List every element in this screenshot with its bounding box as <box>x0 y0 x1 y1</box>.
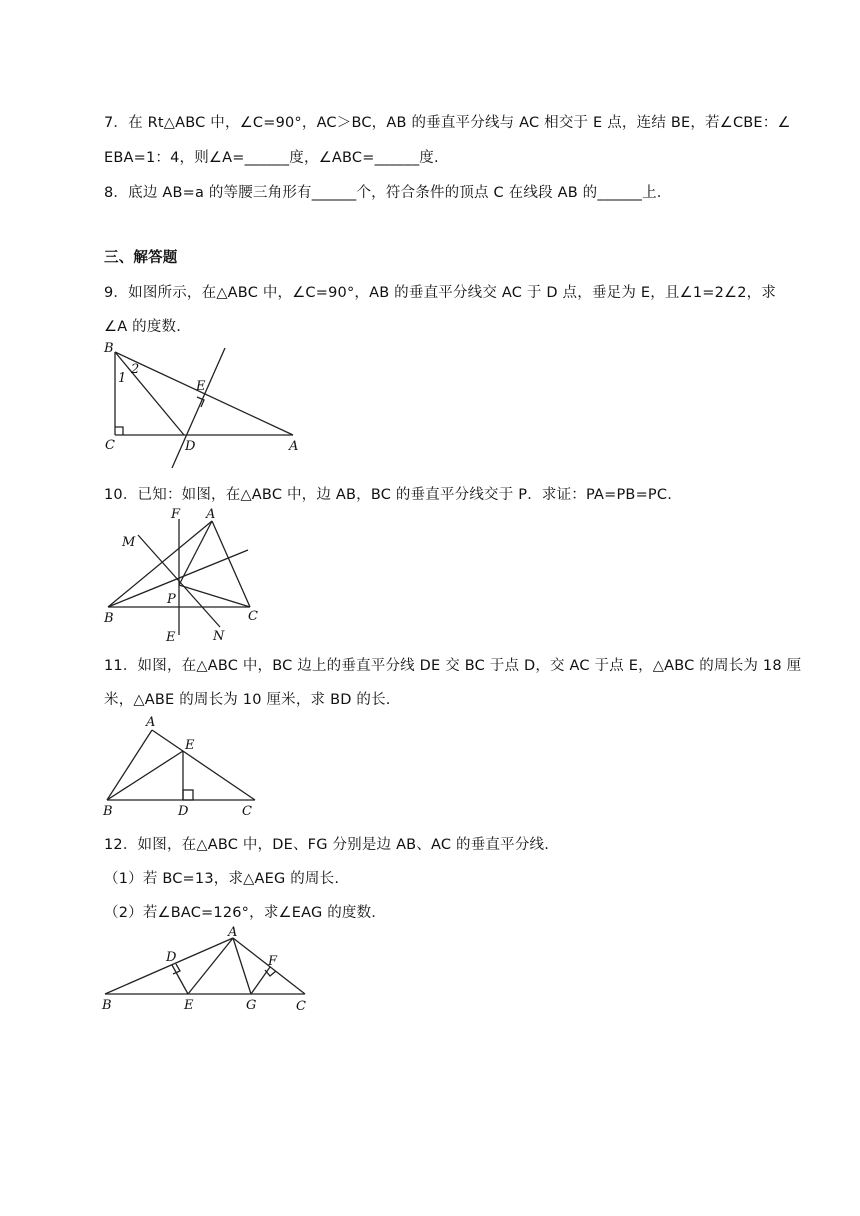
fig10-label-m: M <box>122 535 136 550</box>
fig11-label-e: E <box>185 738 195 753</box>
fig10-label-e: E <box>166 630 176 645</box>
fig10-label-a: A <box>206 507 216 522</box>
fig10-segment-bp <box>108 550 248 607</box>
fig12-side-ab <box>105 938 233 994</box>
fig11-label-d: D <box>178 804 189 819</box>
fig12-label-b: B <box>102 998 112 1013</box>
fig9-label-d: D <box>185 439 196 454</box>
section-heading: 三、解答题 <box>104 250 178 266</box>
fig11-label-a: A <box>146 715 156 730</box>
q12-line1: 12．如图，在△ABC 中，DE、FG 分别是边 AB、AC 的垂直平分线. <box>104 837 550 853</box>
fig12-label-f: F <box>268 954 278 969</box>
fig10-segment-pc <box>179 585 250 607</box>
fig11-right-angle-d <box>183 790 193 800</box>
fig11-segment-be <box>107 751 183 800</box>
figure-10 <box>100 505 260 645</box>
q10-line1: 10．已知：如图，在△ABC 中，边 AB，BC 的垂直平分线交于 P．求证：PA=PB=PC. <box>104 487 673 503</box>
q11-line2: 米，△ABE 的周长为 10 厘米，求 BD 的长. <box>104 692 391 708</box>
fig12-label-c: C <box>296 999 306 1014</box>
fig12-label-a: A <box>228 925 238 940</box>
figure-11 <box>100 712 270 822</box>
fig12-bisector-de <box>172 965 188 994</box>
q12-part2: （2）若∠BAC=126°，求∠EAG 的度数. <box>104 905 377 921</box>
fig11-label-b: B <box>103 804 113 819</box>
fig10-label-f: F <box>171 507 181 522</box>
q12-part1: （1）若 BC=13，求△AEG 的周长. <box>104 871 340 887</box>
fig9-label-b: B <box>104 341 114 356</box>
fig11-label-c: C <box>242 804 252 819</box>
fig9-label-a: A <box>289 439 299 454</box>
fig10-label-p: P <box>167 592 176 607</box>
fig9-right-angle-c <box>115 427 123 435</box>
fig9-label-c: C <box>105 438 115 453</box>
fig10-label-c: C <box>248 609 258 624</box>
fig11-side-ac <box>152 730 255 800</box>
q7-line1: 7．在 Rt△ABC 中，∠C=90°，AC＞BC，AB 的垂直平分线与 AC 相交于 E 点，连结 BE，若∠CBE：∠ <box>104 115 791 131</box>
fig10-side-ab <box>108 521 212 607</box>
q7-line2: EBA=1：4，则∠A=______度，∠ABC=______度. <box>104 150 439 166</box>
fig10-label-n: N <box>213 629 225 644</box>
q9-line2: ∠A 的度数. <box>104 319 182 335</box>
fig12-label-g: G <box>246 998 257 1013</box>
fig12-bisector-fg <box>251 967 270 994</box>
q11-line1: 11．如图，在△ABC 中，BC 边上的垂直平分线 DE 交 BC 于点 D，交 AC 于点 E，△ABC 的周长为 18 厘 <box>104 658 802 674</box>
figure-12 <box>100 925 315 1018</box>
fig9-label-e: E <box>196 379 206 394</box>
fig10-label-b: B <box>104 611 114 626</box>
fig12-segment-ag <box>233 938 251 994</box>
fig10-side-ac <box>212 521 250 607</box>
fig12-label-e: E <box>184 998 194 1013</box>
fig12-segment-ae <box>188 938 233 994</box>
fig12-label-d: D <box>166 950 177 965</box>
fig9-segment-bd <box>115 352 184 435</box>
fig9-perpendicular-bisector <box>172 348 225 468</box>
fig9-label-angle2: 2 <box>131 362 140 377</box>
q8-line1: 8．底边 AB=a 的等腰三角形有______个，符合条件的顶点 C 在线段 AB 的______上. <box>104 185 662 201</box>
figure-9 <box>100 340 310 470</box>
q9-line1: 9．如图所示，在△ABC 中，∠C=90°，AB 的垂直平分线交 AC 于 D 点，垂足为 E，且∠1=2∠2，求 <box>104 285 777 301</box>
fig11-side-ab <box>107 730 152 800</box>
fig9-label-angle1: 1 <box>118 371 127 386</box>
